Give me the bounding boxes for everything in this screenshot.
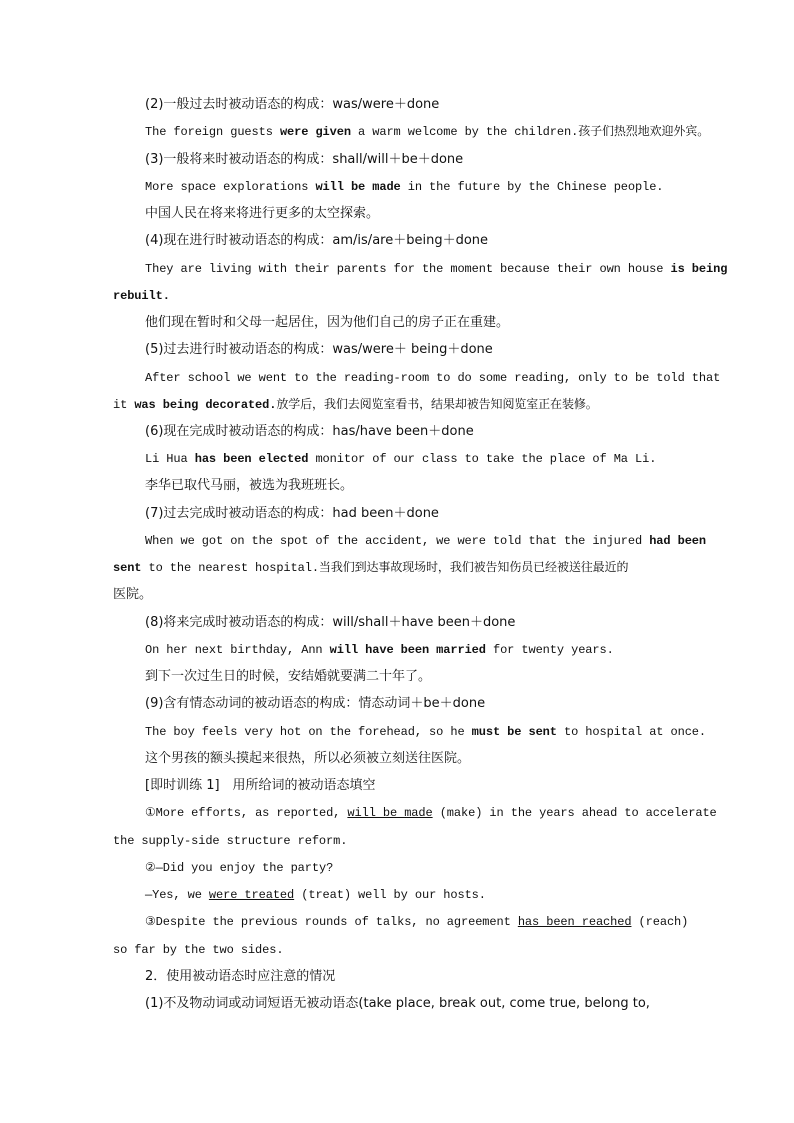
answer-blank: has been reached [517,915,632,929]
text: 医院。 [113,587,153,602]
text: —Yes, we [145,888,209,902]
text: 放学后，我们去阅览室看书，结果却被告知阅览室正在装修。 [276,398,598,412]
exercise-item-3-cont [113,941,681,959]
text: to the nearest hospital.当我们到达事故现场时，我们被告知伤员已经被送往最近的 [141,561,629,575]
text: the supply-side structure reform. [113,834,348,848]
text: (3)一般将来时被动语态的构成：shall/will＋be＋done [145,152,464,167]
translation-line [145,314,681,332]
text: When we got on the spot of the accident, we were told that the injured [145,534,650,548]
example-line [145,450,681,468]
text: monitor of our class to take the place of Ma Li. [308,452,657,466]
exercise-item-2-answer [145,886,681,904]
text: On her next birthday, Ann [145,643,330,657]
heading-present-continuous [145,232,681,250]
text: The boy feels very hot on the forehead, so he [145,725,472,739]
example-line [145,532,706,550]
translation-line [113,586,681,604]
exercise-item-1-cont [113,832,681,850]
text: (treat) well by our hosts. [294,888,486,902]
translation-line [145,750,681,768]
text: 他们现在暂时和父母一起居住，因为他们自己的房子正在重建。 [145,315,510,330]
example-line [145,369,721,387]
heading-past-simple [145,96,681,114]
text: (7)过去完成时被动语态的构成：had been＋done [145,506,439,521]
example-line [113,287,681,305]
exercise-heading [145,777,681,795]
text: (8)将来完成时被动语态的构成：will/shall＋have been＋done [145,615,516,630]
heading-modal-passive [145,695,681,713]
example-line [113,559,681,577]
translation-line [145,668,681,686]
text: 到下一次过生日的时候，安结婚就要满二十年了。 [145,669,432,684]
text: 李华已取代马丽，被选为我班班长。 [145,478,354,493]
text: (1)不及物动词或动词短语无被动语态(take place, break out, come true, belong to, [145,996,650,1011]
heading-future-simple [145,151,681,169]
example-line [145,723,706,741]
bold-verb: will have been married [329,643,486,657]
text: [即时训练 1] 用所给词的被动语态填空 [145,778,376,793]
text: it [113,398,135,412]
text: ③Despite the previous rounds of talks, no agreement [145,915,518,929]
text: Li Hua [145,452,195,466]
heading-past-continuous [145,341,681,359]
translation-line [145,205,681,223]
bold-verb: sent [113,561,142,575]
example-line [113,396,681,414]
text: a warm welcome by the children.孩子们热烈地欢迎外宾。 [350,125,710,139]
exercise-item-2 [145,859,681,877]
text: 中国人民在将来将进行更多的太空探索。 [145,206,380,221]
text: 这个男孩的额头摸起来很热，所以必须被立刻送往医院。 [145,751,471,766]
text: More space explorations [145,180,316,194]
example-line [145,260,728,278]
text: ②—Did you enjoy the party? [145,861,334,875]
bold-verb: had been [649,534,706,548]
bold-verb: were given [279,125,351,139]
exercise-item-3 [145,913,689,931]
text: ①More efforts, as reported, [145,806,348,820]
bold-verb: must be sent [471,725,557,739]
bold-verb: will be made [315,180,401,194]
text: in the future by the Chinese people. [400,180,664,194]
translation-line [145,477,681,495]
text: (6)现在完成时被动语态的构成：has/have been＋done [145,424,474,439]
bold-verb: was being decorated. [134,398,277,412]
text: to hospital at once. [556,725,706,739]
bold-verb: rebuilt. [113,289,170,303]
text: After school we went to the reading-room to do some reading, only to be told that [145,371,721,385]
text: They are living with their parents for the moment because their own house [145,262,671,276]
section-heading [145,968,681,986]
text: (9)含有情态动词的被动语态的构成：情态动词＋be＋done [145,696,486,711]
bold-verb: is being [670,262,728,276]
answer-blank: were treated [208,888,295,902]
text: 2．使用被动语态时应注意的情况 [145,969,336,984]
exercise-item-1 [145,804,717,822]
text: (make) in the years ahead to accelerate [432,806,717,820]
heading-past-perfect [145,505,681,523]
example-line [145,123,710,141]
example-line [145,178,681,196]
bold-verb: has been elected [194,452,309,466]
text: (reach) [631,915,689,929]
text: (4)现在进行时被动语态的构成：am/is/are＋being＋done [145,233,489,248]
text: The foreign guests [145,125,280,139]
heading-future-perfect [145,614,681,632]
text: for twenty years. [485,643,614,657]
note-line [145,995,681,1013]
text: so far by the two sides. [113,943,284,957]
text: (2)一般过去时被动语态的构成：was/were＋done [145,97,440,112]
heading-present-perfect [145,423,681,441]
text: (5)过去进行时被动语态的构成：was/were＋ being＋done [145,342,493,357]
answer-blank: will be made [347,806,433,820]
example-line [145,641,681,659]
